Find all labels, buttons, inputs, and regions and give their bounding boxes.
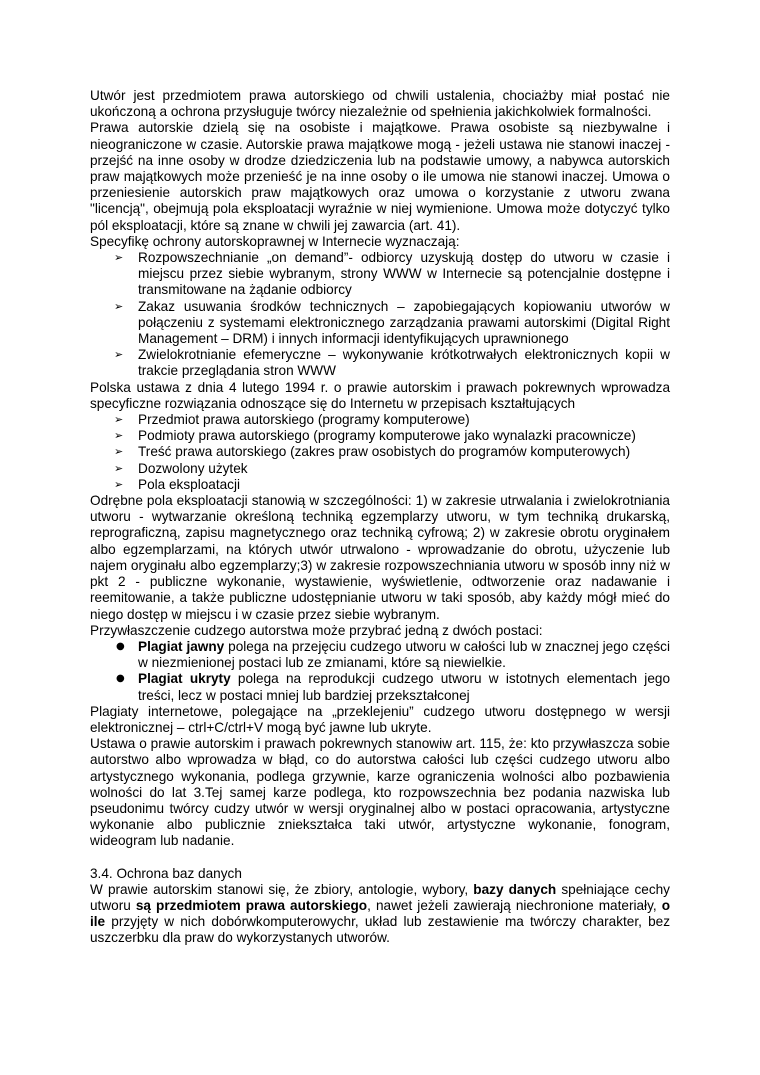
text-segment: przyjęty w nich dobórwkomputerowychr, układ lub zestawienie ma twórczy charakter, bez uszczerbku dla praw do wykorzystanych utworów. (90, 914, 670, 946)
paragraph-bazy-danych (90, 882, 670, 947)
document-page (90, 88, 670, 947)
internet-specifics-list (90, 250, 670, 380)
text-segment: , nawet jeżeli zawierają niechronione materiały, (367, 897, 662, 913)
plagiarism-list (90, 639, 670, 704)
list-item: ➢ Rozpowszechnianie „on demand”- odbiorcy uzyskują dostęp do utworu w czasie i miejscu przez siebie wybranym, strony WWW w Internecie są potencjalnie dostępne i transmitowane na żądanie odbiorcy (90, 250, 670, 299)
paragraph-przywlaszczenie: Przywłaszczenie cudzego autorstwa może przybrać jedną z dwóch postaci: (90, 622, 543, 638)
text-segment: W prawie autorskim stanowi się, że zbiory, antologie, wybory, (90, 881, 474, 897)
list-item: ➢ Pola eksploatacji (90, 477, 670, 493)
list-item: ➢ Dozwolony użytek (90, 461, 670, 477)
list-item (90, 639, 670, 671)
bold-o-ile: o ile (90, 897, 671, 930)
paragraph-polska-ustawa: Polska ustawa z dnia 4 lutego 1994 r. o prawie autorskim i prawach pokrewnych wprowadza specyficzne rozwiązania odnoszące się do Internetu w przepisach kształtujących (90, 379, 670, 411)
text-segment: spełniające cechy utworu (90, 881, 670, 913)
list-item: ➢ Zakaz usuwania środków technicznych – zapobiegających kopiowaniu utworów w połączeniu z systemami elektronicznego zarządzania prawami autorskimi (Digital Right Management – DRM) i innych informacji identyfikujących uprawnionego (90, 299, 670, 348)
term-plagiat-jawny: Plagiat jawny (138, 638, 225, 654)
list-item: ➢ Zwielokrotnianie efemeryczne – wykonywanie krótkotrwałych elektronicznych kopii w trakcie przeglądania stron WWW (90, 347, 670, 379)
definition-plagiat-jawny: polega na przejęciu cudzego utworu w całości lub w znacznej jego części w niezmienionej postaci lub ze zmianami, które są niewielkie. (138, 638, 670, 671)
paragraph-specyfika: Specyfikę ochrony autorskoprawnej w Internecie wyznaczają: (90, 233, 460, 249)
bold-przedmiot-prawa: są przedmiotem prawa autorskiego (135, 897, 368, 913)
spacer (90, 850, 670, 866)
list-item: ➢ Podmioty prawa autorskiego (programy komputerowe jako wynalazki pracownicze) (90, 428, 670, 444)
bold-bazy-danych: bazy danych (473, 881, 557, 897)
term-plagiat-ukryty: Plagiat ukryty (138, 671, 231, 687)
list-item (90, 671, 670, 703)
paragraph-prawa-autorskie: Prawa autorskie dzielą się na osobiste i majątkowe. Prawa osobiste są niezbywalne i nieograniczone w czasie. Autorskie prawa majątkowe mogą - jeżeli ustawa nie stanowi inaczej - przejść na inne osoby w drodze dziedziczenia lub na podstawie umowy, a nabywca autorskich praw majątkowych może przenieść je na inne osoby o ile umowa nie stanowi inaczej. Umowa o przeniesienie autorskich praw majątkowych oraz umowa o korzystanie z utworu zwana "licencją", obejmują pola eksploatacji wyraźnie w niej wymienione. Umowa może dotyczyć tylko pól eksploatacji, które są znane w chwili jej zawarcia (art. 41). (90, 120, 670, 233)
paragraph-pola-eksploatacji: Odrębne pola eksploatacji stanowią w szczególności: 1) w zakresie utrwalania i zwielokrotniania utworu - wytwarzanie określoną techniką egzemplarzy utworu, w tym techniką drukarską, reprograficzną, zapisu magnetycznego oraz techniką cyfrową; 2) w zakresie obrotu oryginałem albo egzemplarzami, na których utwór utrwalono - wprowadzanie do obrotu, użyczenie lub najem oryginału albo egzemplarzy;3) w zakresie rozpowszechniania utworu w sposób inny niż w pkt 2 - publiczne wykonanie, wystawienie, wyświetlenie, odtworzenie oraz nadawanie i reemitowanie, a także publiczne udostępnianie utworu w taki sposób, aby każdy mógł mieć do niego dostęp w miejscu i w czasie przez siebie wybranym. (90, 493, 670, 622)
regulations-list (90, 412, 670, 493)
list-item: ➢ Przedmiot prawa autorskiego (programy komputerowe) (90, 412, 670, 428)
paragraph-plagiaty-internetowe: Plagiaty internetowe, polegające na „przeklejeniu” cudzego utworu dostępnego w wersji elektronicznej – ctrl+C/ctrl+V mogą być jawne lub ukryte. (90, 703, 670, 735)
paragraph-utwor: Utwór jest przedmiotem prawa autorskiego od chwili ustalenia, chociażby miał postać nie ukończoną a ochrona przysługuje twórcy niezależnie od spełnienia jakichkolwiek formalności. (90, 88, 670, 120)
paragraph-art-115: Ustawa o prawie autorskim i prawach pokrewnych stanowiw art. 115, że: kto przywłaszcza sobie autorstwo albo wprowadza w błąd, co do autorstwa całości lub części cudzego utworu albo artystycznego wykonania, podlega grzywnie, karze ograniczenia wolności albo pozbawienia wolności do lat 3.Tej samej karze podlega, kto rozpowszechnia bez podania nazwiska lub pseudonimu twórcy cudzy utwór w wersji oryginalnej albo w postaci opracowania, artystyczne wykonanie albo publicznie zniekształca taki utwór, artystyczne wykonanie, fonogram, wideogram lub nadanie. (90, 736, 670, 849)
definition-plagiat-ukryty: polega na reprodukcji cudzego utworu w istotnych elementach jego treści, lecz w postaci mniej lub bardziej przekształconej (138, 671, 671, 703)
section-heading: 3.4. Ochrona baz danych (90, 865, 242, 881)
list-item: ➢ Treść prawa autorskiego (zakres praw osobistych do programów komputerowych) (90, 444, 670, 460)
